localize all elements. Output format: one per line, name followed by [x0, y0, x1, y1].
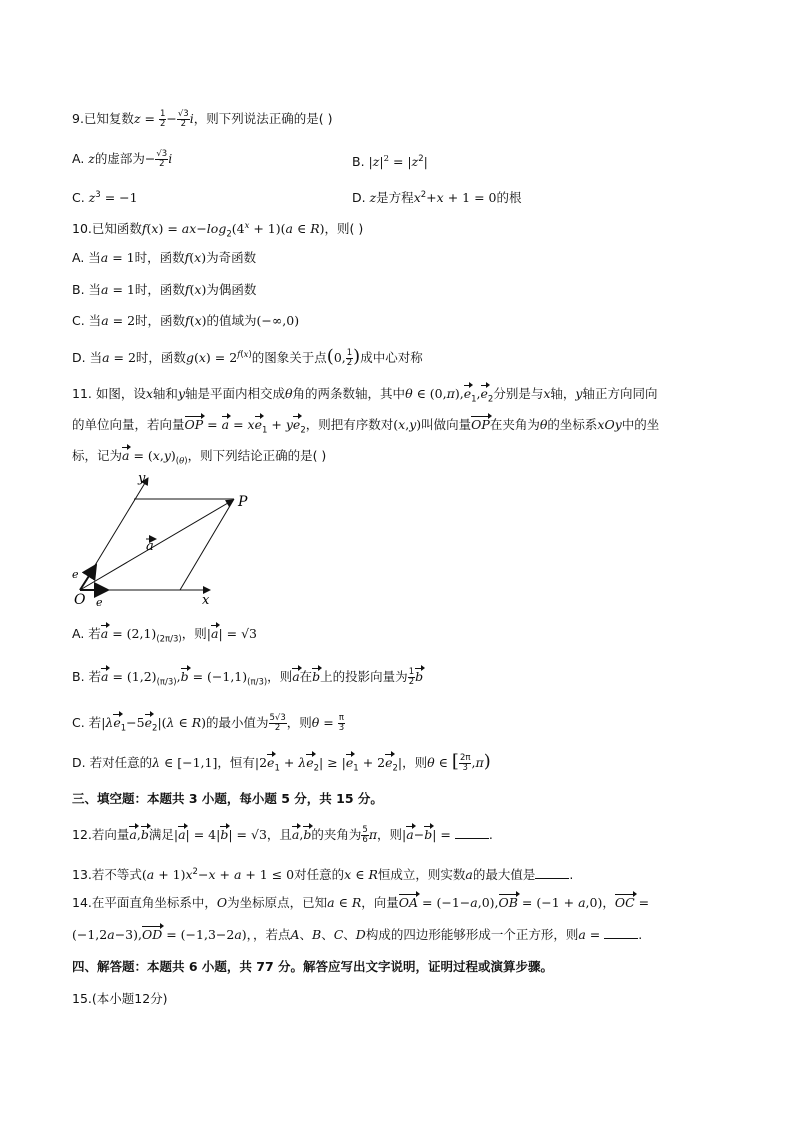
q11-stem-line3: 标，记为$a = (x,y)_{(\theta)}$，则下列结论正确的是( ): [72, 448, 327, 467]
q11-option-a: A. 若$a = (2,1)_{(2\pi/3)}$，则|a| = √3: [72, 626, 257, 645]
label-e2: e: [72, 568, 79, 581]
q11-option-c: C. 若$|\lambda e_1-5e_2|(\lambda$ ∈ R)的最小值为 $\frac{5√3}{2}$ ，则θ = $\frac{\pi}{3}$: [72, 713, 345, 734]
q10-stem: 10.已知函数$f(x) = ax-\log_2(4^x + 1)(a$ ∈ R)，则( ): [72, 221, 364, 240]
q10-option-b: B. 当a = 1时，函数f(x)为偶函数: [72, 282, 257, 297]
q11-stem-line2: 的单位向量，若向量OP = $a = xe_1 + ye_2$，则把有序数对(x,y)叫做向量OP在夹角为θ的坐标系xOy中的坐: [72, 417, 660, 436]
q13-answer-blank[interactable]: [535, 866, 569, 879]
q10-option-a: A. 当a = 1时，函数f(x)为奇函数: [72, 250, 257, 265]
q11-option-d: D. 若对任意的λ ∈ [−1,1]，恒有$|2e_1 + \lambda e_2| \ge |e_1 + 2e_2|$，则θ ∈ [ $\frac{2\pi}{3}$ ,π): [72, 751, 491, 774]
q11-stem-line1: 11. 如图，设x轴和y轴是平面内相交成θ角的两条数轴，其中θ ∈ $(0,\pi),e_1,e_2$分别是与x轴，y轴正方向同向: [72, 386, 658, 405]
q12-answer-blank[interactable]: [455, 826, 489, 839]
q14-answer-blank[interactable]: [604, 926, 638, 939]
q9-option-a: A. z的虚部为− $\frac{√3}{2}$ i: [72, 149, 173, 169]
q15-heading: 15.(本小题12分): [72, 991, 168, 1006]
q14-line1: 14.在平面直角坐标系中，O为坐标原点，已知a ∈ R，向量OA = (−1−a,0),OB = (−1 + a,0)，OC =: [72, 895, 650, 910]
q12: 12.若向量a,b满足|a| = 4|b| = √3，且a,b的夹角为 $\frac{5}{6}$ π，则|a−b| = .: [72, 825, 493, 845]
q10-option-c: C. 当a = 2时，函数f(x)的值域为(−∞,0): [72, 313, 300, 328]
q14-line2: (−1,2a−3),OD = (−1,3−2a)，，若点A、B、C、D构成的四边形能够形成一个正方形，则a = .: [72, 927, 643, 942]
q11-option-b: B. 若$a = (1,2)_{(\pi/3)},b = (-1,1)_{(\pi/3)}$，则a在b上的投影向量为 $\frac{1}{2}$ b: [72, 667, 424, 688]
oblique-coordinate-figure: [68, 470, 248, 610]
label-P: P: [238, 494, 248, 510]
section-3-heading: 三、填空题：本题共 3 小题，每小题 5 分，共 15 分。: [72, 791, 383, 806]
label-x: x: [202, 593, 210, 608]
vector-e2: [80, 565, 96, 590]
label-e1: e: [96, 596, 103, 609]
parallelogram-right: [180, 499, 234, 590]
label-y: y: [138, 471, 146, 486]
q9-option-b: B. $|z|^2 = |z^2|$: [352, 154, 428, 170]
q9-stem: 9.已知复数z = $\frac{1}{2}$ − $\frac{√3}{2}$ i，则下列说法正确的是( ): [72, 109, 333, 129]
label-a: a: [146, 539, 154, 554]
q13: 13.若不等式$(a + 1)x^2-x + a + 1 \le 0$对任意的x ∈ R恒成立，则实数a的最大值是 .: [72, 867, 574, 883]
label-O: O: [74, 592, 86, 608]
section-4-heading: 四、解答题：本题共 6 小题，共 77 分。解答应写出文字说明，证明过程或演算步骤。: [72, 959, 554, 974]
vector-a: [80, 500, 233, 590]
q9-option-c: C. $z^3 = -1$: [72, 190, 138, 206]
q10-option-d: D. 当a = 2时，函数$g(x) = 2^{f(x)}$的图象关于点(0, $\frac{1}{2}$ )成中心对称: [72, 346, 423, 369]
q9-option-d: D. z是方程$x^2+x + 1 = 0$的根: [352, 190, 522, 206]
